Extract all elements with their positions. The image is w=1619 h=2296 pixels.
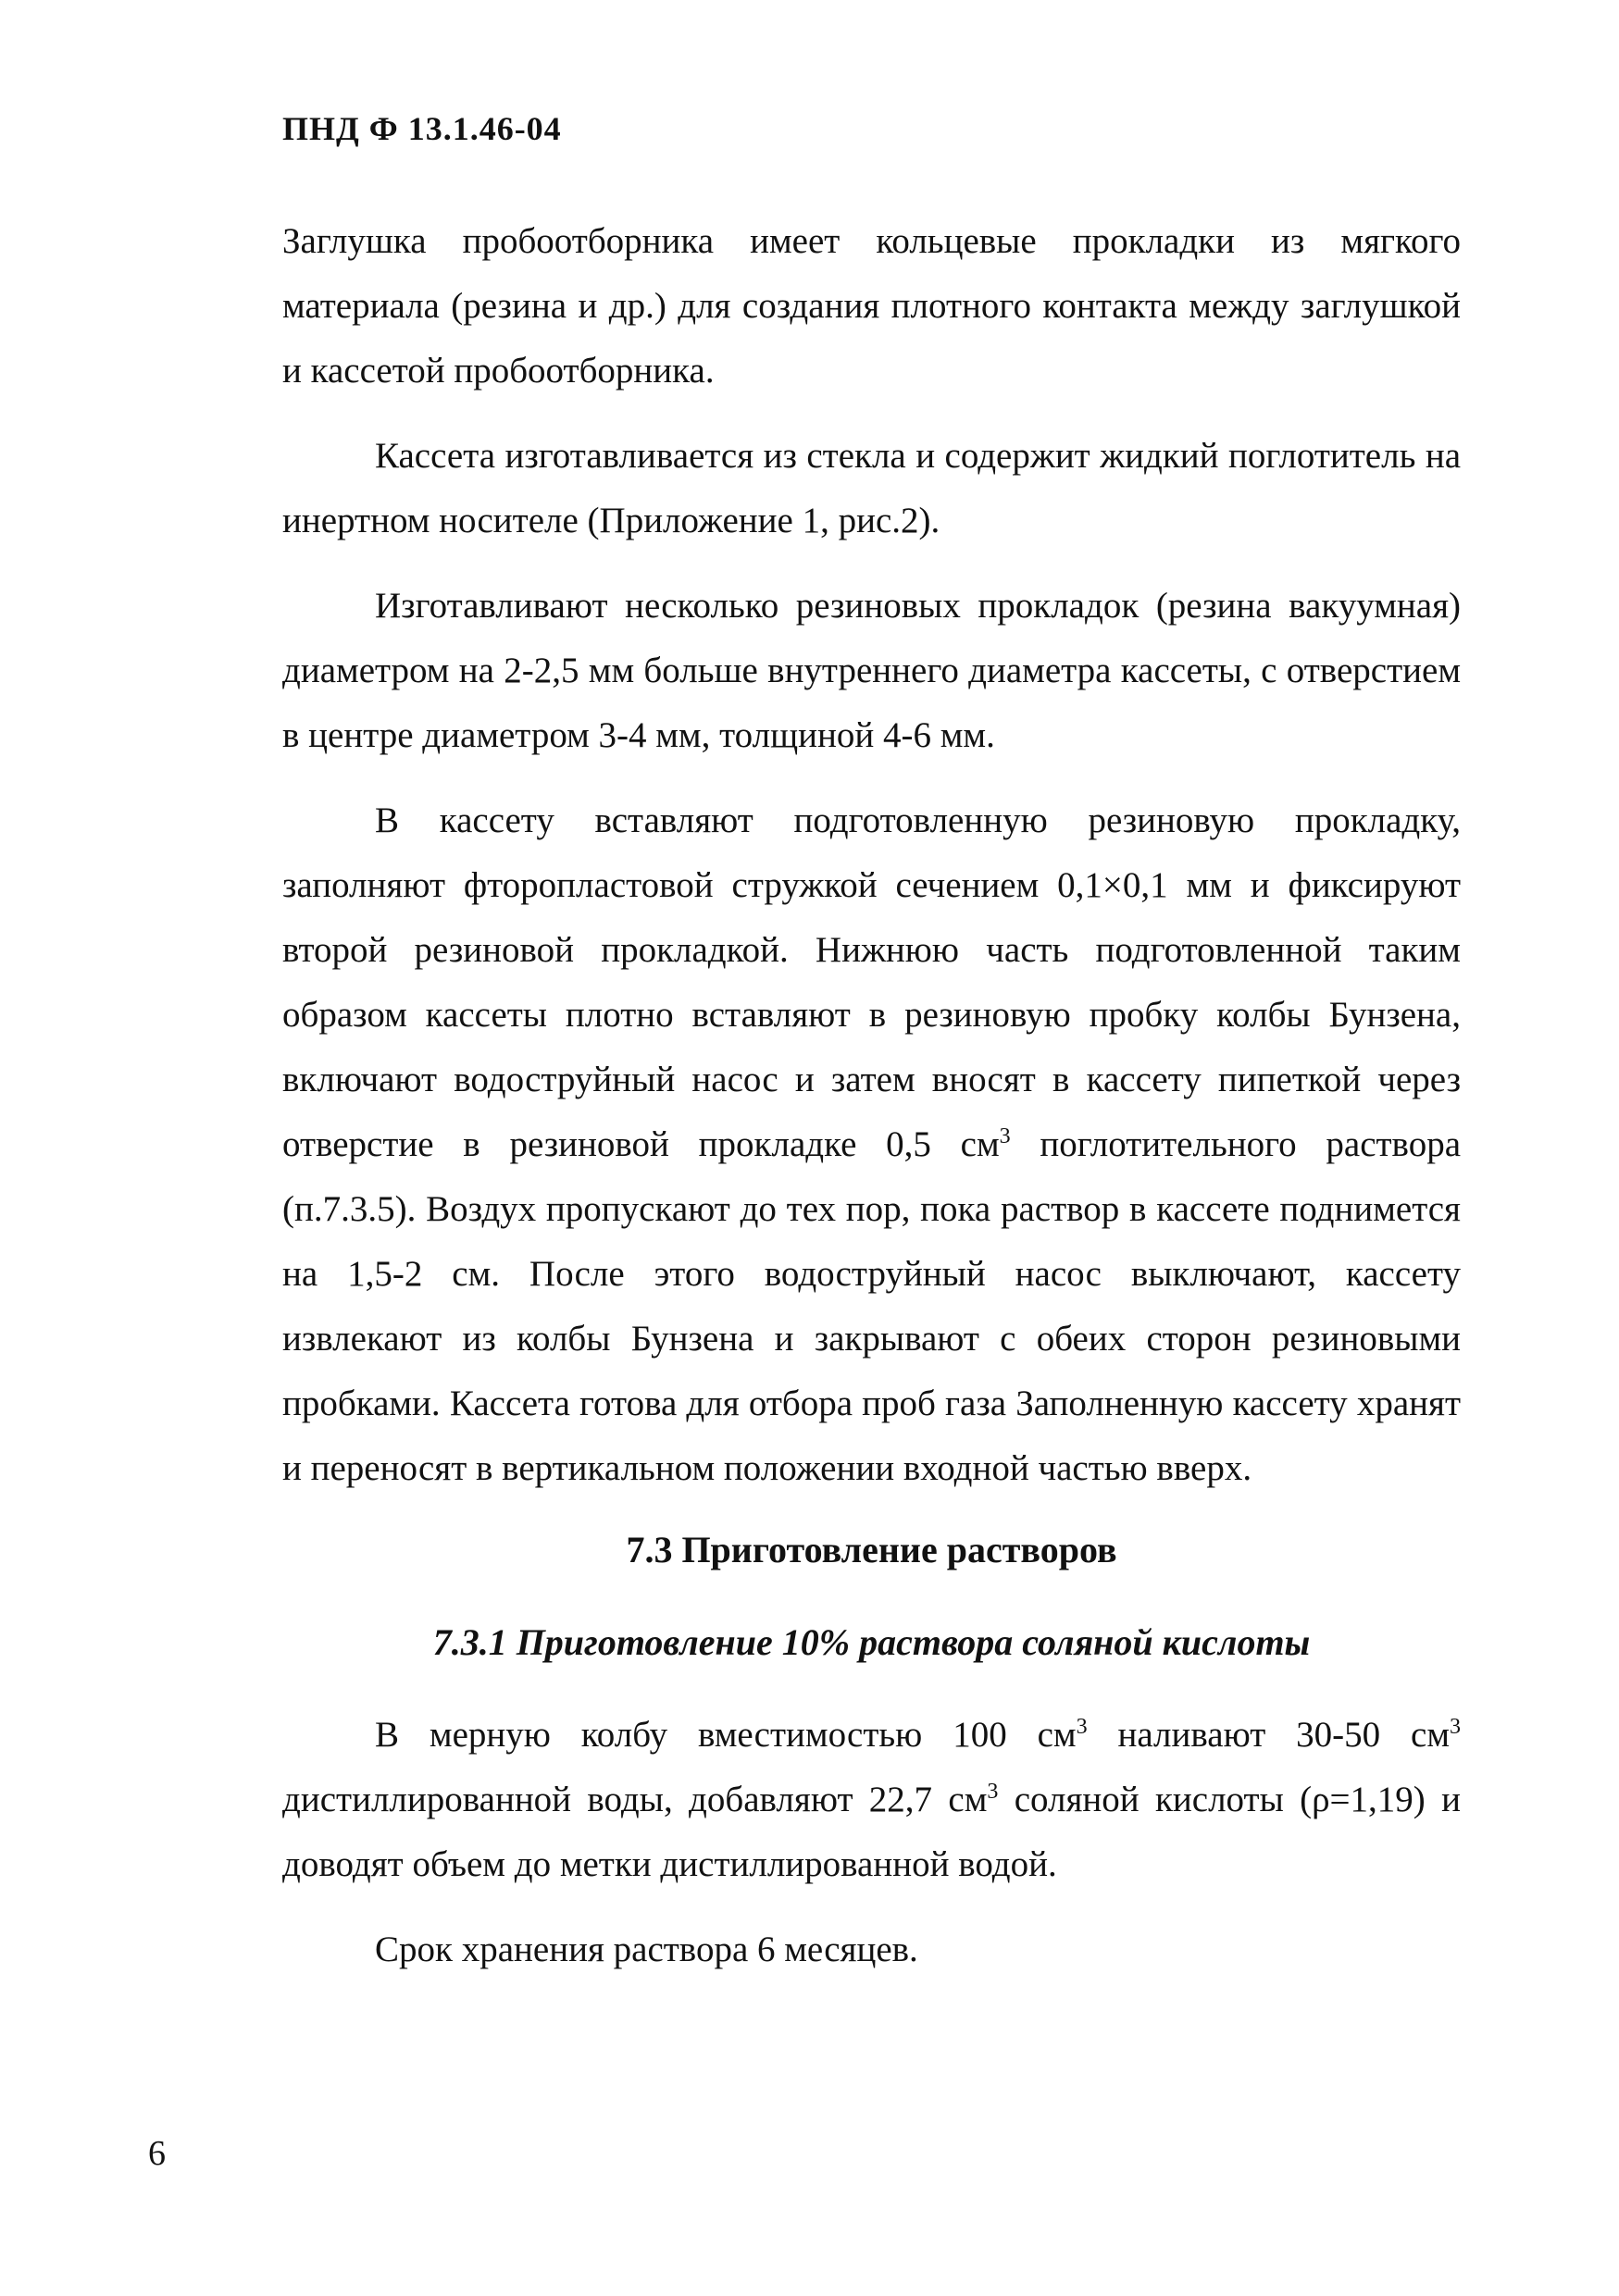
subsection-heading: 7.3.1 Приготовление 10% раствора соляной кислоты	[432, 1621, 1311, 1663]
paragraph-cassette: Кассета изготавливается из стекла и содержит жидкий поглотитель на инертном носителе (Приложение 1, рис.2).	[282, 436, 1461, 540]
section-7-3	[282, 1518, 1461, 1582]
hcl-text-part-4: соляной кислоты (ρ=1,19) и доводят объем до метки дистиллированной водой.	[282, 1780, 1461, 1884]
paragraph-cassette-filling	[282, 788, 1461, 1501]
paragraph-shelf-life: Срок хранения раствора 6 месяцев.	[375, 1930, 918, 1969]
paragraph-gaskets: Изготавливают несколько резиновых прокладок (резина вакуумная) диаметром на 2-2,5 мм больше внутреннего диаметра кассеты, с отверстием в центре диаметром 3-4 мм, толщиной 4-6 мм.	[282, 586, 1461, 755]
body-text-block-1	[282, 209, 1461, 1501]
paragraph-cassette-filling-part-2: поглотительного раствора (п.7.3.5). Воздух пропускают до тех пор, пока раствор в кассете поднимется на 1,5-2 см. После этого водоструйный насос выключают, кассету извлекают из колбы Бунзена и закрывают с обеих сторон резиновыми пробками. Кассета готова для отбора проб газа Заполненную кассету хранят и переносят в вертикальном положении входной частью вверх.	[282, 1124, 1462, 1488]
superscript-cubic-2: 3	[1076, 1715, 1088, 1739]
hcl-text-part-3: дистиллированной воды, добавляют 22,7 см	[282, 1780, 988, 1819]
subsection-7-3-1	[282, 1610, 1461, 1675]
superscript-cubic-1: 3	[999, 1124, 1011, 1148]
hcl-text-part-1: В мерную колбу вместимостью 100 см	[375, 1715, 1077, 1755]
body-text-block-2	[282, 1703, 1461, 1982]
paragraph-cassette-filling-part-1: В кассету вставляют подготовленную резиновую прокладку, заполняют фторопластовой стружкой сечением 0,1×0,1 мм и фиксируют второй резиновой прокладкой. Нижнюю часть подготовленной таким образом кассеты плотно вставляют в резиновую пробку колбы Бунзена, включают водоструйный насос и затем вносят в кассету пипеткой через отверстие в резиновой прокладке 0,5 см	[282, 800, 1461, 1164]
paragraph-hcl-preparation	[282, 1703, 1461, 1897]
document-code-header: ПНД Ф 13.1.46-04	[282, 110, 562, 147]
hcl-text-part-2: наливают 30-50 см	[1117, 1715, 1451, 1755]
superscript-cubic-4: 3	[987, 1780, 999, 1804]
page-number: 6	[148, 2134, 166, 2173]
paragraph-plug: Заглушка пробоотборника имеет кольцевые прокладки из мягкого материала (резина и др.) для создания плотного контакта между заглушкой и кассетой пробоотборника.	[282, 221, 1461, 391]
section-heading: 7.3 Приготовление растворов	[626, 1529, 1117, 1570]
superscript-cubic-3: 3	[1450, 1715, 1462, 1739]
